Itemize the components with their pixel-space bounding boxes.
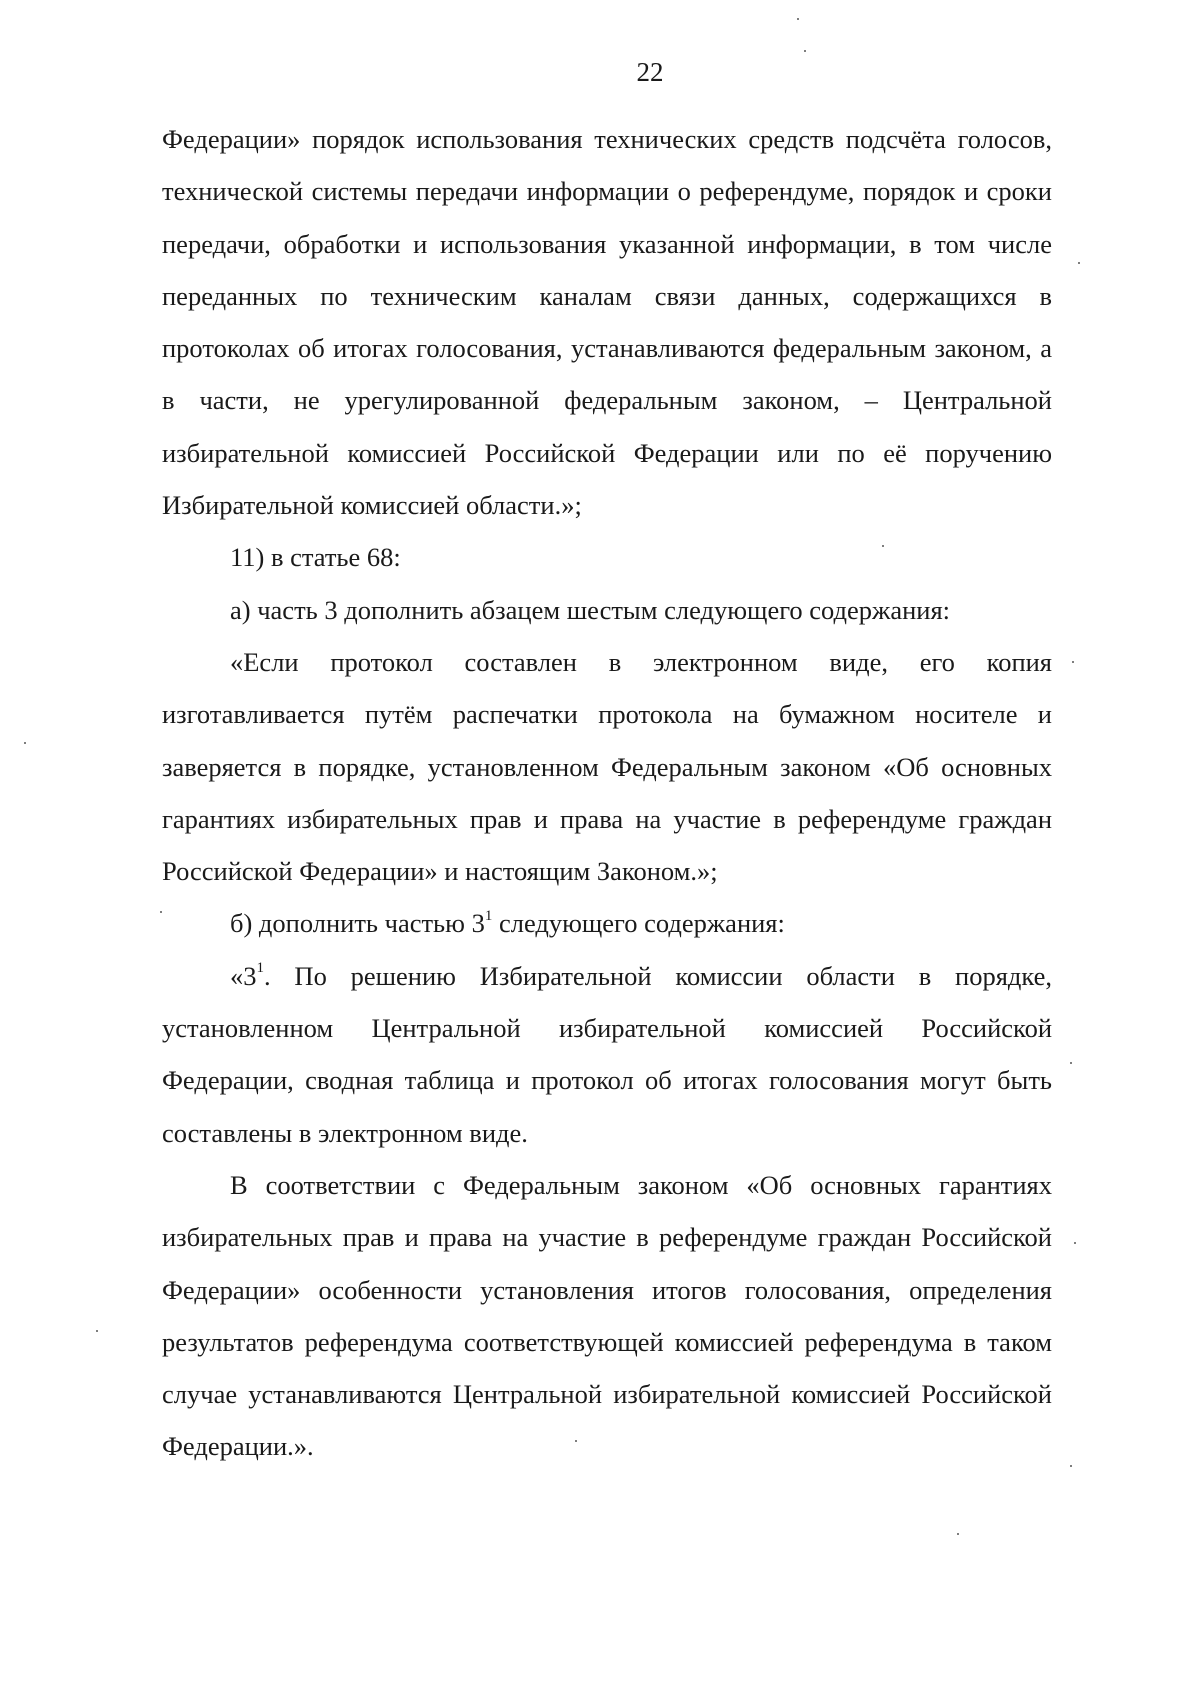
text-run: а) часть 3 дополнить абзацем шестым следующего содержания: <box>230 594 951 625</box>
page-number: 22 <box>636 57 664 87</box>
text-run: б) дополнить частью 3 <box>230 908 485 939</box>
paragraph <box>162 950 1052 1159</box>
paragraph <box>162 636 1052 897</box>
scan-speck <box>1078 262 1080 264</box>
superscript: 1 <box>484 907 493 924</box>
scan-speck <box>1070 1062 1072 1064</box>
paragraph <box>162 584 1052 636</box>
paragraph <box>162 1159 1052 1473</box>
paragraph <box>162 897 1052 949</box>
scan-speck <box>24 742 26 744</box>
scan-speck <box>96 1330 98 1332</box>
scan-speck <box>1070 1465 1072 1467</box>
text-run: Федерации» порядок использования технических средств подсчёта голосов, технической системы передачи информации о референдуме, порядок и сроки передачи, обработки и использования указанной информации, в том числе переданных по техническим каналам связи данных, содержащихся в протоколах об итогах голосования, устанавливаются федеральным законом, а в части, не урегулированной федеральным законом, – Центральной избирательной комиссией Российской Федерации или по её поручению Избирательной комиссией области.»; <box>162 124 1052 521</box>
scan-speck <box>804 50 806 52</box>
scan-speck <box>575 1440 577 1442</box>
text-run: «3 <box>230 960 257 991</box>
text-run: 11) в статье 68: <box>230 542 401 573</box>
scan-speck <box>1074 1242 1076 1244</box>
scan-speck <box>160 911 162 913</box>
text-run: следующего содержания: <box>492 908 785 939</box>
scan-speck <box>957 1533 959 1535</box>
superscript: 1 <box>256 959 264 976</box>
scan-speck <box>882 545 884 547</box>
text-run: В соответствии с Федеральным законом «Об основных гарантиях избирательных прав и права на участие в референдуме граждан Российской Федерации» особенности установления итогов голосования, определения результатов референдума соответствующей комиссией референдума в таком случае устанавливаются Центральной избирательной комиссией Российской Федерации.». <box>162 1169 1052 1462</box>
scan-speck <box>1072 661 1074 663</box>
paragraph <box>162 113 1052 531</box>
text-run: . По решению Избирательной комиссии области в порядке, установленном Центральной избирательной комиссией Российской Федерации, сводная таблица и протокол об итогах голосования могут быть составлены в электронном виде. <box>162 960 1052 1148</box>
paragraph <box>162 531 1052 583</box>
document-body <box>162 113 1052 1473</box>
text-run: «Если протокол составлен в электронном виде, его копия изготавливается путём распечатки протокола на бумажном носителе и заверяется в порядке, установленном Федеральным законом «Об основных гарантиях избирательных прав и права на участие в референдуме граждан Российской Федерации» и настоящим Законом.»; <box>162 646 1052 887</box>
scan-speck <box>797 18 799 20</box>
